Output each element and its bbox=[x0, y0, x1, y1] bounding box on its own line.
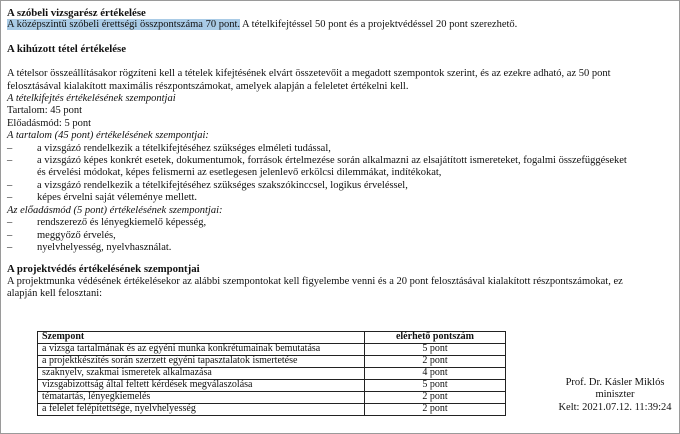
list-item: – a vizsgázó rendelkezik a tételkifejtéséhez szükséges elméleti tudással, bbox=[7, 143, 673, 155]
table-header-row bbox=[38, 332, 506, 344]
table-row bbox=[38, 356, 506, 368]
presentation-points: Előadásmód: 5 pont bbox=[7, 117, 91, 129]
table-row bbox=[38, 368, 506, 380]
criterion-cell: vizsgabizottság által feltett kérdések megválaszolása bbox=[38, 380, 365, 392]
oral-exam-summary-rest: A tételkifejtéssel 50 pont és a projektvédéssel 20 pont szerezhető. bbox=[240, 19, 518, 31]
signatory-role: miniszter bbox=[595, 389, 635, 401]
table-row bbox=[38, 380, 506, 392]
list-item: – a vizsgázó képes konkrét esetek, dokumentumok, források értelmezése során alkalmazni az elsajátított ismereteket, fogalmi összefüggéseket bbox=[7, 155, 673, 167]
list-item: – rendszerező és lényegkiemelő képesség, bbox=[7, 217, 673, 229]
points-cell: 2 pont bbox=[365, 404, 506, 416]
project-criteria-table bbox=[37, 331, 506, 416]
oral-exam-heading: A szóbeli vizsgarész értékelése bbox=[7, 7, 146, 19]
table-row bbox=[38, 344, 506, 356]
table-row bbox=[38, 404, 506, 416]
content-criteria-list bbox=[7, 143, 673, 205]
points-cell: 4 pont bbox=[365, 368, 506, 380]
project-intro-line-1: A projektmunka védésének értékelésekor az alábbi szempontokat kell figyelembe venni és a 20 pont felosztásával kialakított részpontszámokat, ez bbox=[7, 275, 623, 287]
list-item: – meggyőző érvelés, bbox=[7, 230, 673, 242]
criterion-cell: szaknyelv, szakmai ismeretek alkalmazása bbox=[38, 368, 365, 380]
oral-exam-summary bbox=[7, 19, 673, 31]
intro-line-1: A tételsor összeállításakor rögzíteni kell a tételek kifejtésének elvárt összetevőit a megadott szempontok szerint, és az ezekre adható, az 50 pont bbox=[7, 68, 611, 80]
signatory-name: Prof. Dr. Kásler Miklós bbox=[565, 377, 665, 388]
list-item: – nyelvhelyesség, nyelvhasználat. bbox=[7, 242, 673, 254]
list-item-continuation bbox=[7, 167, 673, 179]
criteria-heading: A tételkifejtés értékelésének szempontjai bbox=[7, 93, 176, 105]
signature-block bbox=[553, 377, 677, 414]
points-cell: 5 pont bbox=[365, 344, 506, 356]
points-cell: 2 pont bbox=[365, 392, 506, 404]
signature-date: Kelt: 2021.07.12. 11:39:24 bbox=[558, 401, 672, 413]
project-intro-line-2: alapján kell felosztani: bbox=[7, 288, 103, 300]
presentation-criteria-list bbox=[7, 217, 673, 254]
column-header-points: elérhető pontszám bbox=[365, 332, 506, 344]
criterion-cell: a vizsga tartalmának és az egyéni munka konkrétumainak bemutatása bbox=[38, 344, 365, 356]
criterion-cell: a felelet felépítettsége, nyelvhelyesség bbox=[38, 404, 365, 416]
column-header-criterion: Szempont bbox=[38, 332, 365, 344]
drawn-topic-heading: A kihúzott tétel értékelése bbox=[7, 42, 127, 55]
criterion-cell: tématartás, lényegkiemelés bbox=[38, 392, 365, 404]
intro-line-2: felosztásával kialakított maximális részpontszámokat, amelyek alapján a feleletet értékelni kell. bbox=[7, 80, 409, 92]
list-item: – képes érvelni saját véleménye mellett. bbox=[7, 192, 673, 204]
points-cell: 5 pont bbox=[365, 380, 506, 392]
highlighted-text[interactable]: A középszintű szóbeli érettségi összpontszáma 70 pont. bbox=[7, 19, 240, 31]
project-defense-heading: A projektvédés értékelésének szempontjai bbox=[7, 263, 200, 276]
content-points: Tartalom: 45 pont bbox=[7, 105, 83, 117]
criterion-cell: a projektkészítés során szerzett egyéni tapasztalatok ismertetése bbox=[38, 356, 365, 368]
table-row bbox=[38, 392, 506, 404]
document-body bbox=[7, 7, 673, 301]
list-item: – a vizsgázó rendelkezik a tételkifejtéséhez szükséges szakszókinccsel, logikus érveléssel, bbox=[7, 180, 673, 192]
content-criteria-heading: A tartalom (45 pont) értékelésének szempontjai: bbox=[7, 130, 209, 142]
points-cell: 2 pont bbox=[365, 356, 506, 368]
list-item-continuation-text: és érvelési módokat, képes felismerni az esetlegesen jelenlevő erkölcsi dilemmákat, indítékokat, bbox=[37, 167, 442, 179]
presentation-criteria-heading: Az előadásmód (5 pont) értékelésének szempontjai: bbox=[7, 204, 223, 216]
